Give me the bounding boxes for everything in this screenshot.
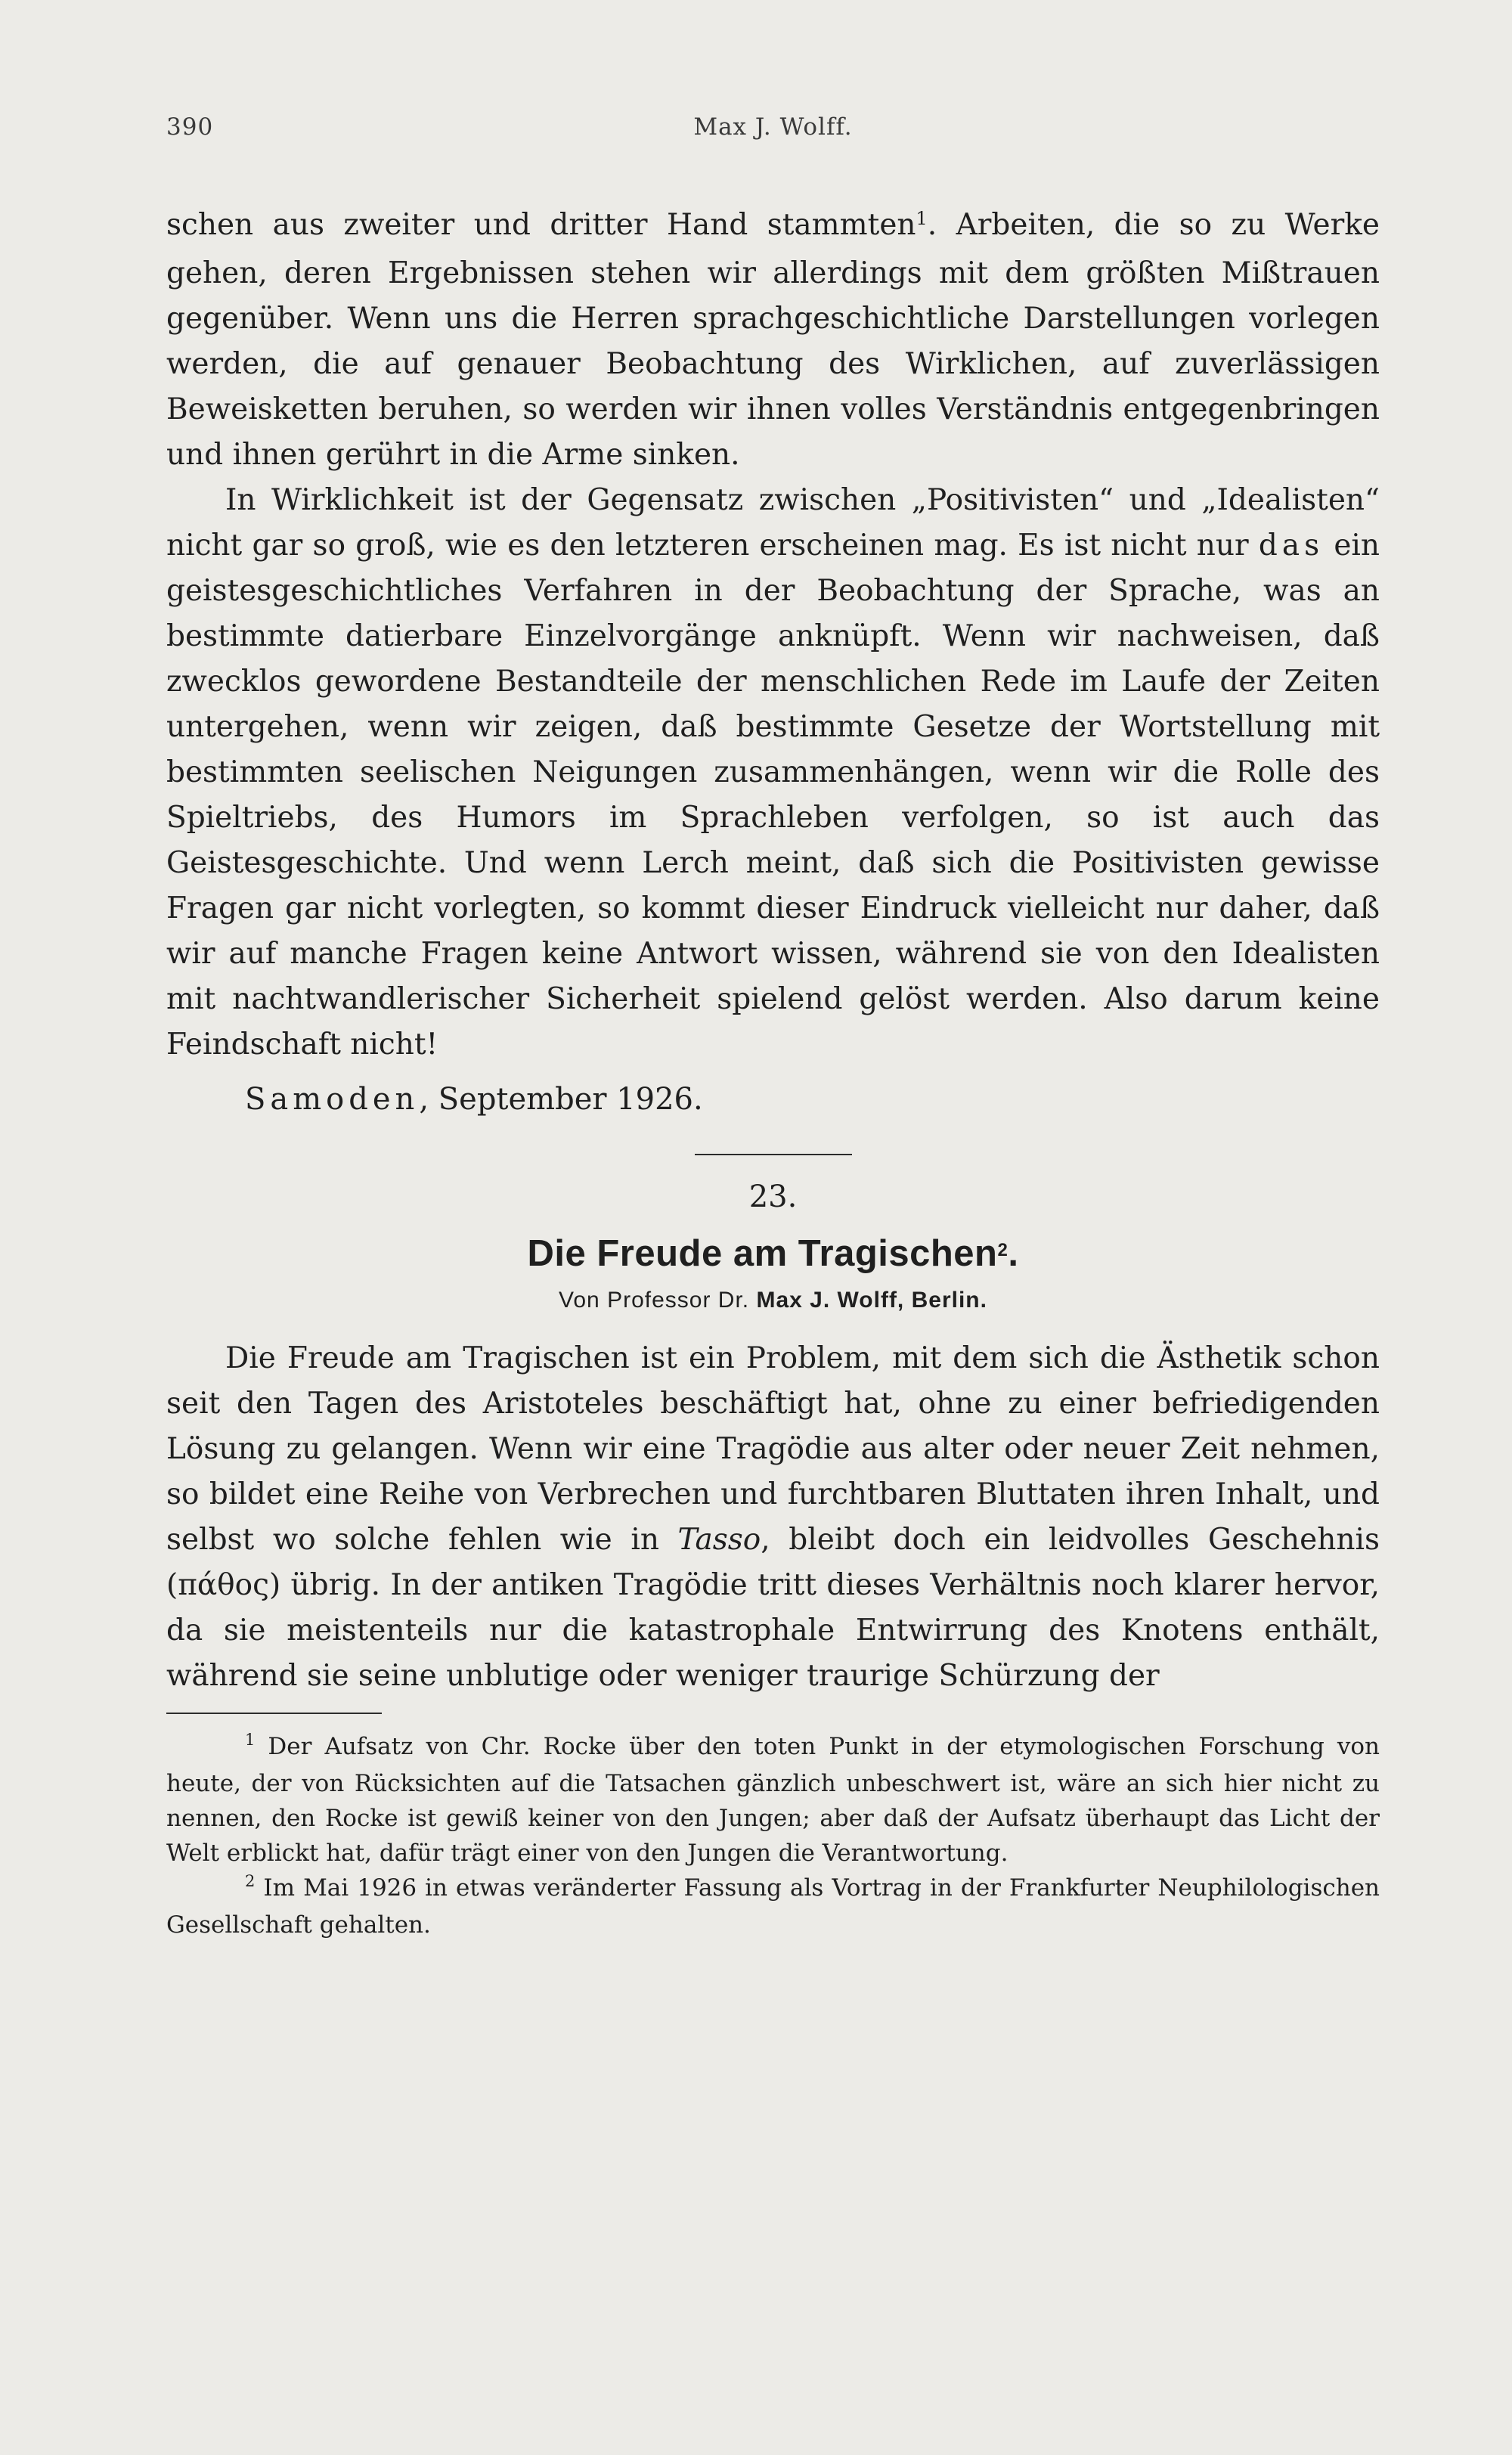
italic-title: Tasso [677, 1523, 761, 1557]
paragraph-text: ein geistesgeschichtliches Verfahren in der Beobachtung der Sprache, was an bestimmte datierbare Einzelvorgänge anknüpft. Wenn wir nachweisen, daß zwecklos gewordene Bestandteile der menschlichen Rede im Laufe der Zeiten untergehen, wenn wir zeigen, daß bestimmte Gesetze der Wortstellung mit bestimmten seelischen Neigungen zusammenhängen, wenn wir die Rolle des Spieltriebs, des Humors im Sprachleben verfolgen, so ist auch das Geistesgeschichte. Und wenn Lerch meint, daß sich die Positivisten gewisse Fragen gar nicht vorlegten, so kommt dieser Eindruck vielleicht nur daher, daß wir auf manche Fragen keine Antwort wissen, während sie von den Idealisten mit nachtwandlerischer Sicherheit spielend gelöst werden. Also darum keine Feindschaft nicht! [166, 529, 1380, 1062]
paragraph-text: , bleibt doch ein leidvolles Geschehnis (πάθος) übrig. In der antiken Tragödie tritt dieses Verhältnis noch klarer hervor, da sie meistenteils nur die katastrophale Entwirrung des Knotens enthält, während sie seine unblutige oder weniger traurige Schürzung der [166, 1523, 1380, 1693]
paragraph-text: schen aus zweiter und dritter Hand stammten [166, 208, 916, 242]
footnote-reference: 2 [997, 1240, 1009, 1260]
footnote-2 [166, 1871, 1380, 1942]
body-paragraph-continued [166, 203, 1380, 478]
footnote-rule [166, 1713, 382, 1714]
footnote-text: Der Aufsatz von Chr. Rocke über den toten Punkt in der etymologischen Forschung von heute, der von Rücksichten auf die Tatsachen gänzlich unbeschwert ist, wäre an sich hier nicht zu nennen, den Rocke ist gewiß keiner von den Jungen; aber daß der Aufsatz überhaupt das Licht der Welt erblickt hat, dafür trägt einer von den Jungen die Verantwortung. [166, 1733, 1380, 1867]
footnote-text: Im Mai 1926 in etwas veränderter Fassung als Vortrag in der Frankfurter Neuphilologischen Gesellschaft gehalten. [166, 1874, 1380, 1939]
signature-place: Samoden [245, 1082, 420, 1117]
section-divider [695, 1154, 852, 1155]
paragraph-text: Die Freude am Tragischen ist ein Problem, mit dem sich die Ästhetik schon seit den Tagen des Aristoteles beschäftigt hat, ohne zu einer befriedigenden Lösung zu gelangen. Wenn wir eine Tragödie aus alter oder neuer Zeit nehmen, so bildet eine Reihe von Verbrechen und furchtbaren Bluttaten ihren Inhalt, und selbst wo solche fehlen wie in [166, 1341, 1380, 1557]
date-signature [166, 1077, 1380, 1122]
spaced-emphasis: das [1258, 529, 1325, 563]
article-title [166, 1231, 1380, 1283]
running-title: Max J. Wolff. [693, 113, 853, 141]
footnotes [166, 1729, 1380, 1942]
article-first-paragraph [166, 1336, 1380, 1699]
footnote-marker: 1 [245, 1731, 256, 1749]
article-byline [166, 1283, 1380, 1318]
article-number: 23. [748, 1179, 798, 1214]
signature-date: , September 1926. [419, 1082, 703, 1117]
preceding-article-ending [166, 203, 1380, 1122]
footnote-1 [166, 1729, 1380, 1871]
footnote-reference: 1 [916, 208, 928, 229]
byline-prefix: Von Professor Dr. [559, 1288, 757, 1313]
paragraph-text: In Wirklichkeit ist der Gegensatz zwischen „Positivisten“ und „Idealisten“ nicht gar so groß, wie es den letzteren erscheinen mag. Es ist nicht nur [166, 483, 1380, 563]
body-paragraph [166, 478, 1380, 1068]
article-title-punctuation: . [1008, 1233, 1019, 1274]
paragraph-text: . Arbeiten, die so zu Werke gehen, deren Ergebnissen stehen wir allerdings mit dem größten Mißtrauen gegenüber. Wenn uns die Herren sprachgeschichtliche Darstellungen vorlegen werden, die auf genauer Beobachtung des Wirklichen, auf zuverlässigen Beweisketten beruhen, so werden wir ihnen volles Verständnis entgegenbringen und ihnen gerührt in die Arme sinken. [166, 208, 1380, 472]
page-number: 390 [166, 113, 214, 141]
footnote-marker: 2 [245, 1872, 256, 1890]
new-article [166, 1176, 1380, 1699]
running-head [166, 113, 1380, 159]
article-title-text: Die Freude am Tragischen [527, 1233, 998, 1274]
author-name: Max J. Wolff, Berlin. [756, 1288, 987, 1313]
